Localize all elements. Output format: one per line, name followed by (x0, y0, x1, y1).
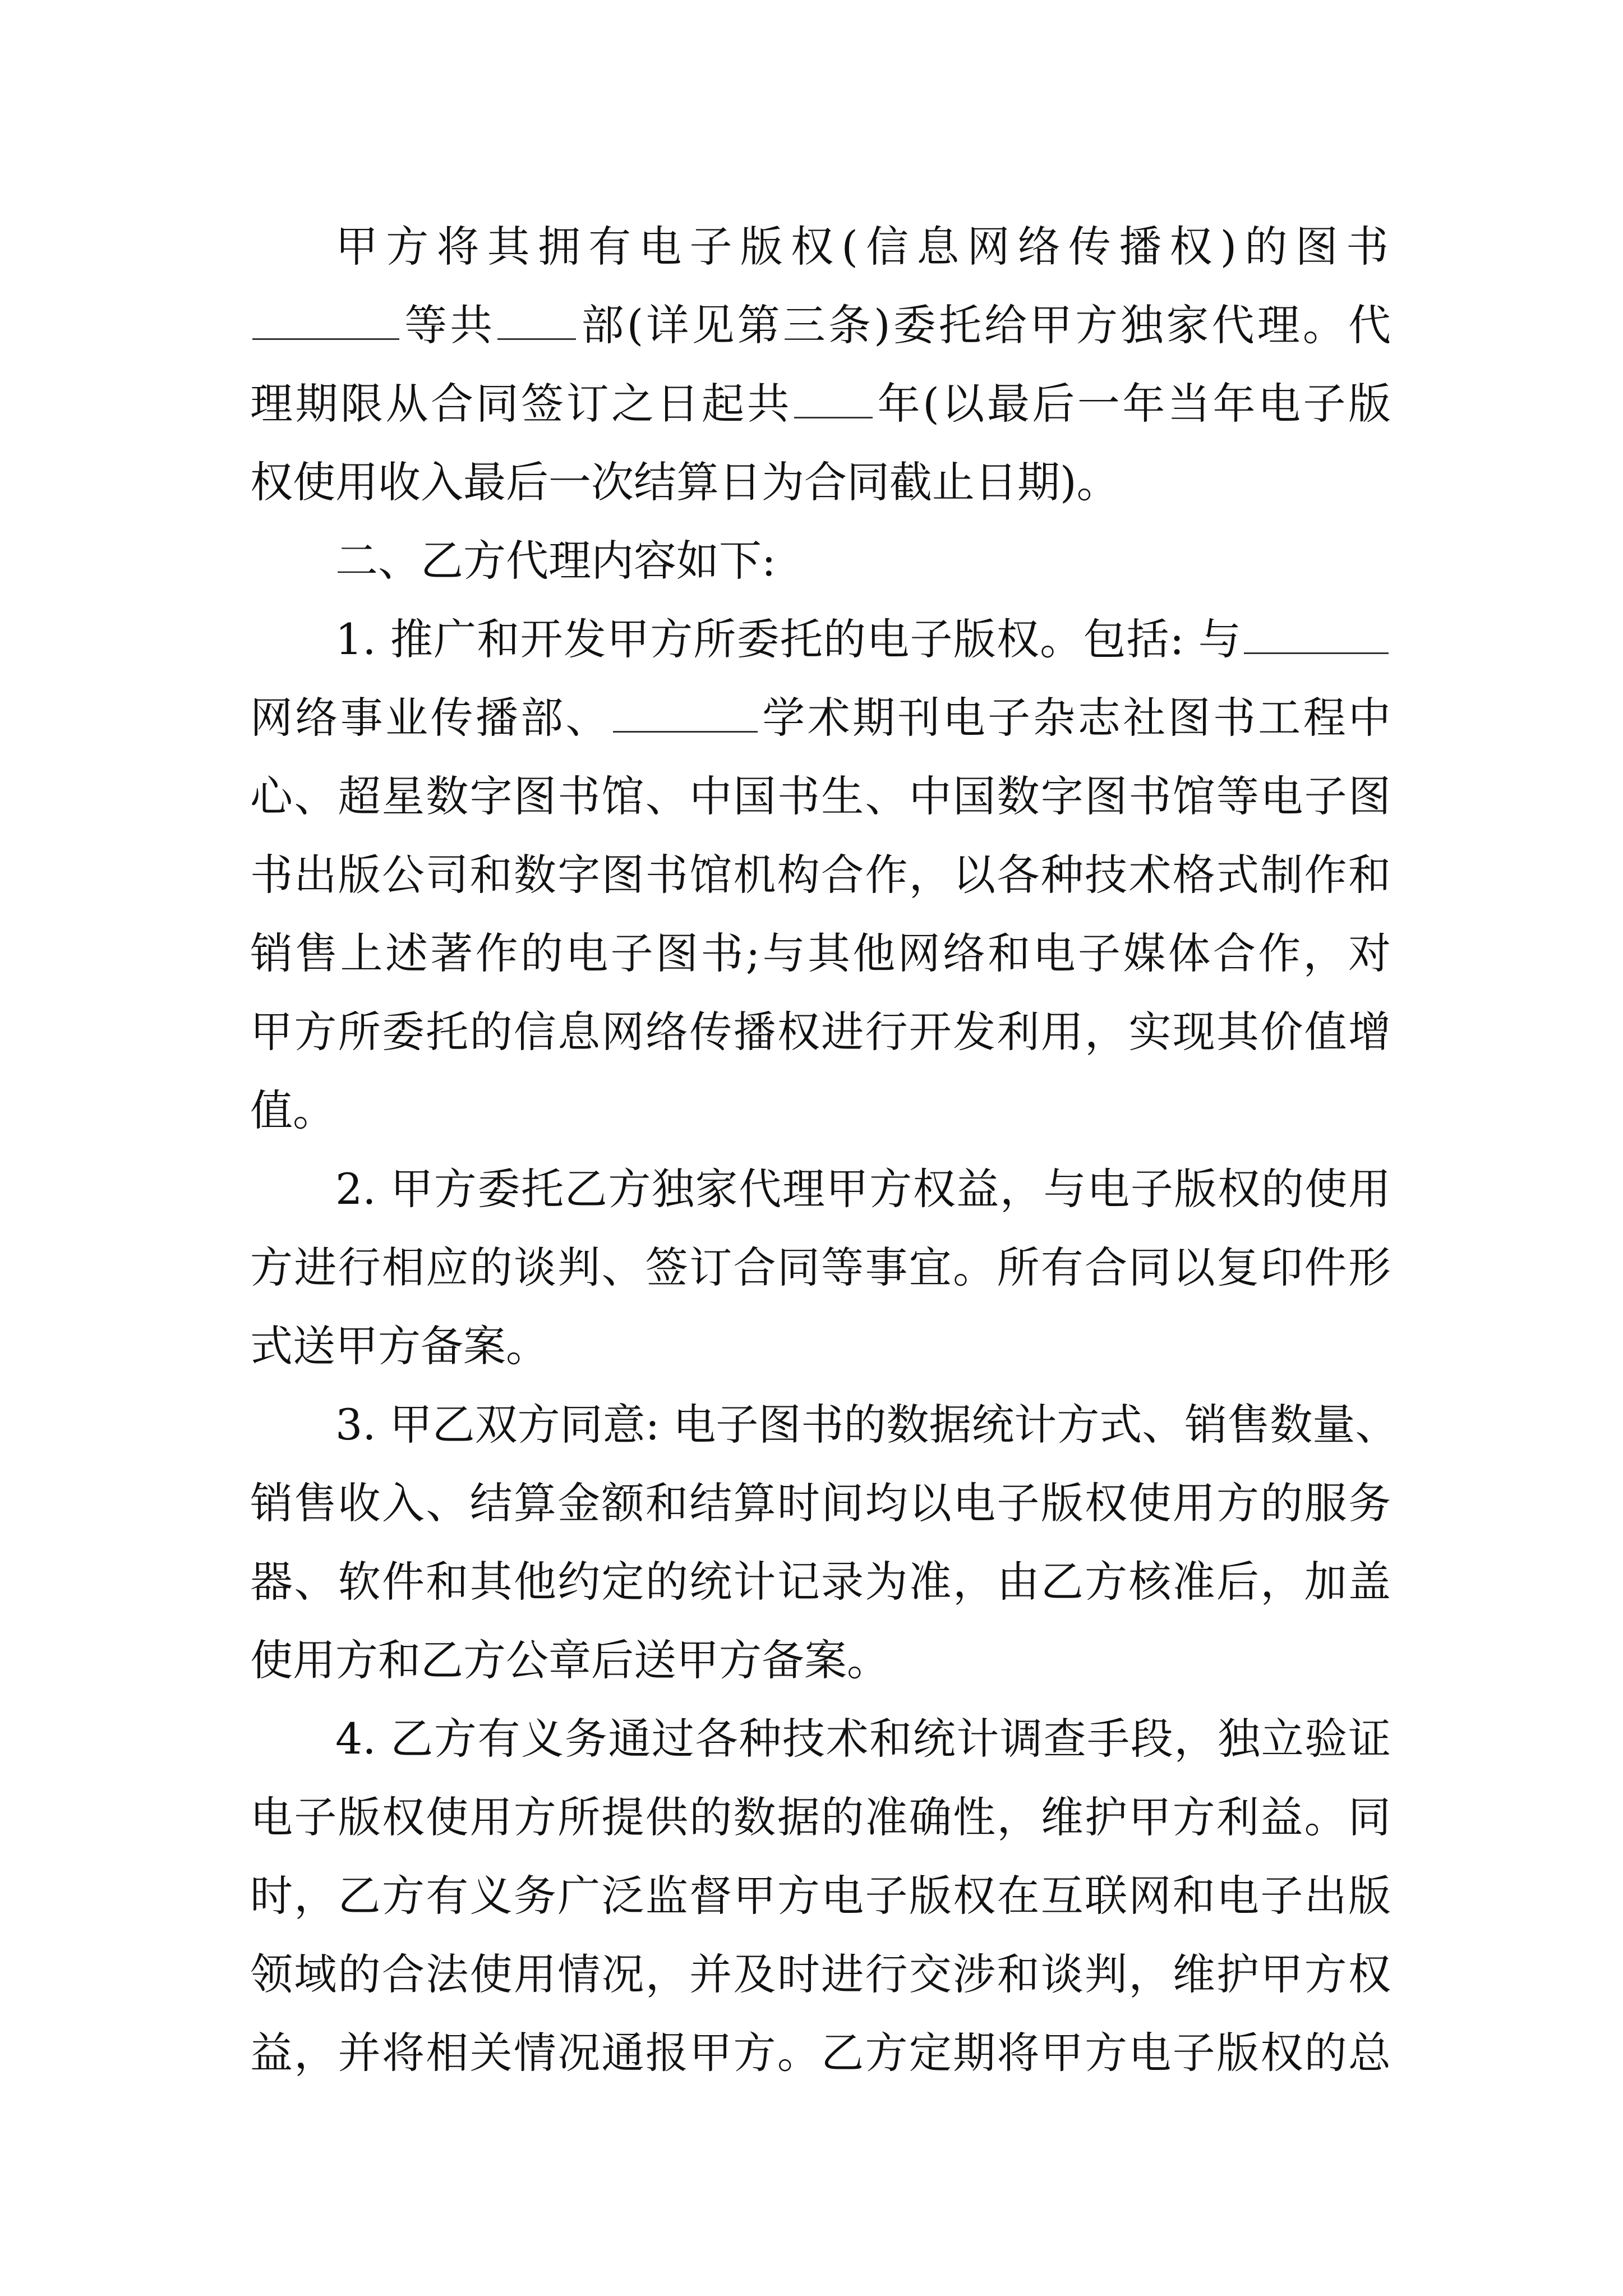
text-line (250, 443, 1391, 522)
text-line (250, 993, 1391, 1071)
line-text: 甲方将其拥有电子版权(信息网络传播权)的图书 (335, 222, 1391, 272)
text-line (250, 1857, 1391, 1935)
fill-in-blank (613, 695, 758, 733)
fill-in-blank (1244, 616, 1389, 654)
line-text: 部(详见第三条)委托给甲方独家代理。代 (578, 300, 1391, 350)
paragraph-item-4 (250, 1700, 1391, 2092)
section-heading (250, 522, 1391, 600)
line-text: 4. 乙方有义务通过各种技术和统计调查手段，独立验证 (335, 1714, 1391, 1764)
fill-in-blank (794, 381, 873, 418)
text-line (250, 1621, 1391, 1700)
text-line (250, 1464, 1391, 1543)
line-text: 甲方所委托的信息网络传播权进行开发利用，实现其价值增 (250, 1007, 1391, 1057)
paragraph-item-3 (250, 1386, 1398, 1700)
text-line (250, 2014, 1391, 2092)
text-line (250, 208, 1391, 286)
line-text: 年(以最后一年当年电子版 (875, 379, 1391, 429)
text-line (250, 1935, 1391, 2014)
line-text: 等共 (402, 300, 496, 350)
text-line (250, 365, 1391, 443)
line-text: 使用方和乙方公章后送甲方备案。 (250, 1635, 889, 1685)
line-text: 理期限从合同签订之日起共 (250, 379, 792, 429)
text-line (250, 757, 1391, 836)
fill-in-blank (252, 302, 399, 340)
line-text: 书出版公司和数字图书馆机构合作，以各种技术格式制作和 (250, 850, 1391, 900)
paragraph-agency-scope (250, 208, 1391, 522)
line-text: 3. 甲乙双方同意: 电子图书的数据统计方式、销售数量、 (335, 1400, 1398, 1450)
line-text: 学术期刊电子杂志社图书工程中 (759, 693, 1391, 743)
line-text: 式送甲方备案。 (250, 1321, 548, 1371)
document-body (250, 208, 1398, 2092)
line-text: 2. 甲方委托乙方独家代理甲方权益，与电子版权的使用 (335, 1164, 1391, 1214)
text-line (250, 914, 1391, 993)
text-line (250, 1307, 1391, 1386)
text-line (250, 1150, 1391, 1228)
line-text: 值。 (250, 1085, 335, 1135)
text-line (250, 1700, 1391, 1778)
line-text: 网络事业传播部、 (250, 693, 611, 743)
line-text: 益，并将相关情况通报甲方。乙方定期将甲方电子版权的总 (250, 2028, 1391, 2078)
fill-in-blank (497, 302, 576, 340)
heading-text: 二、乙方代理内容如下: (335, 536, 776, 586)
line-text: 销售收入、结算金额和结算时间均以电子版权使用方的服务 (250, 1478, 1391, 1528)
text-line (250, 1386, 1398, 1464)
line-text: 销售上述著作的电子图书;与其他网络和电子媒体合作，对 (250, 928, 1391, 978)
text-line (250, 600, 1391, 679)
line-text: 器、软件和其他约定的统计记录为准，由乙方核准后，加盖 (250, 1557, 1391, 1607)
paragraph-item-1 (250, 600, 1391, 1150)
line-text: 领域的合法使用情况，并及时进行交涉和谈判，维护甲方权 (250, 1949, 1391, 1999)
text-line (250, 836, 1391, 914)
text-line (250, 679, 1391, 757)
text-line (250, 1543, 1391, 1621)
line-text: 心、超星数字图书馆、中国书生、中国数字图书馆等电子图 (250, 771, 1391, 821)
text-line (250, 1778, 1391, 1857)
paragraph-item-2 (250, 1150, 1391, 1386)
text-line (250, 1071, 1391, 1150)
line-text: 1. 推广和开发甲方所委托的电子版权。包括: 与 (335, 614, 1242, 664)
line-text: 方进行相应的谈判、签订合同等事宜。所有合同以复印件形 (250, 1243, 1391, 1292)
line-text: 电子版权使用方所提供的数据的准确性，维护甲方利益。同 (250, 1792, 1391, 1842)
line-text: 权使用收入最后一次结算日为合同截止日期)。 (250, 457, 1119, 507)
line-text: 时，乙方有义务广泛监督甲方电子版权在互联网和电子出版 (250, 1871, 1391, 1921)
text-line (250, 1228, 1391, 1307)
text-line (250, 286, 1391, 365)
